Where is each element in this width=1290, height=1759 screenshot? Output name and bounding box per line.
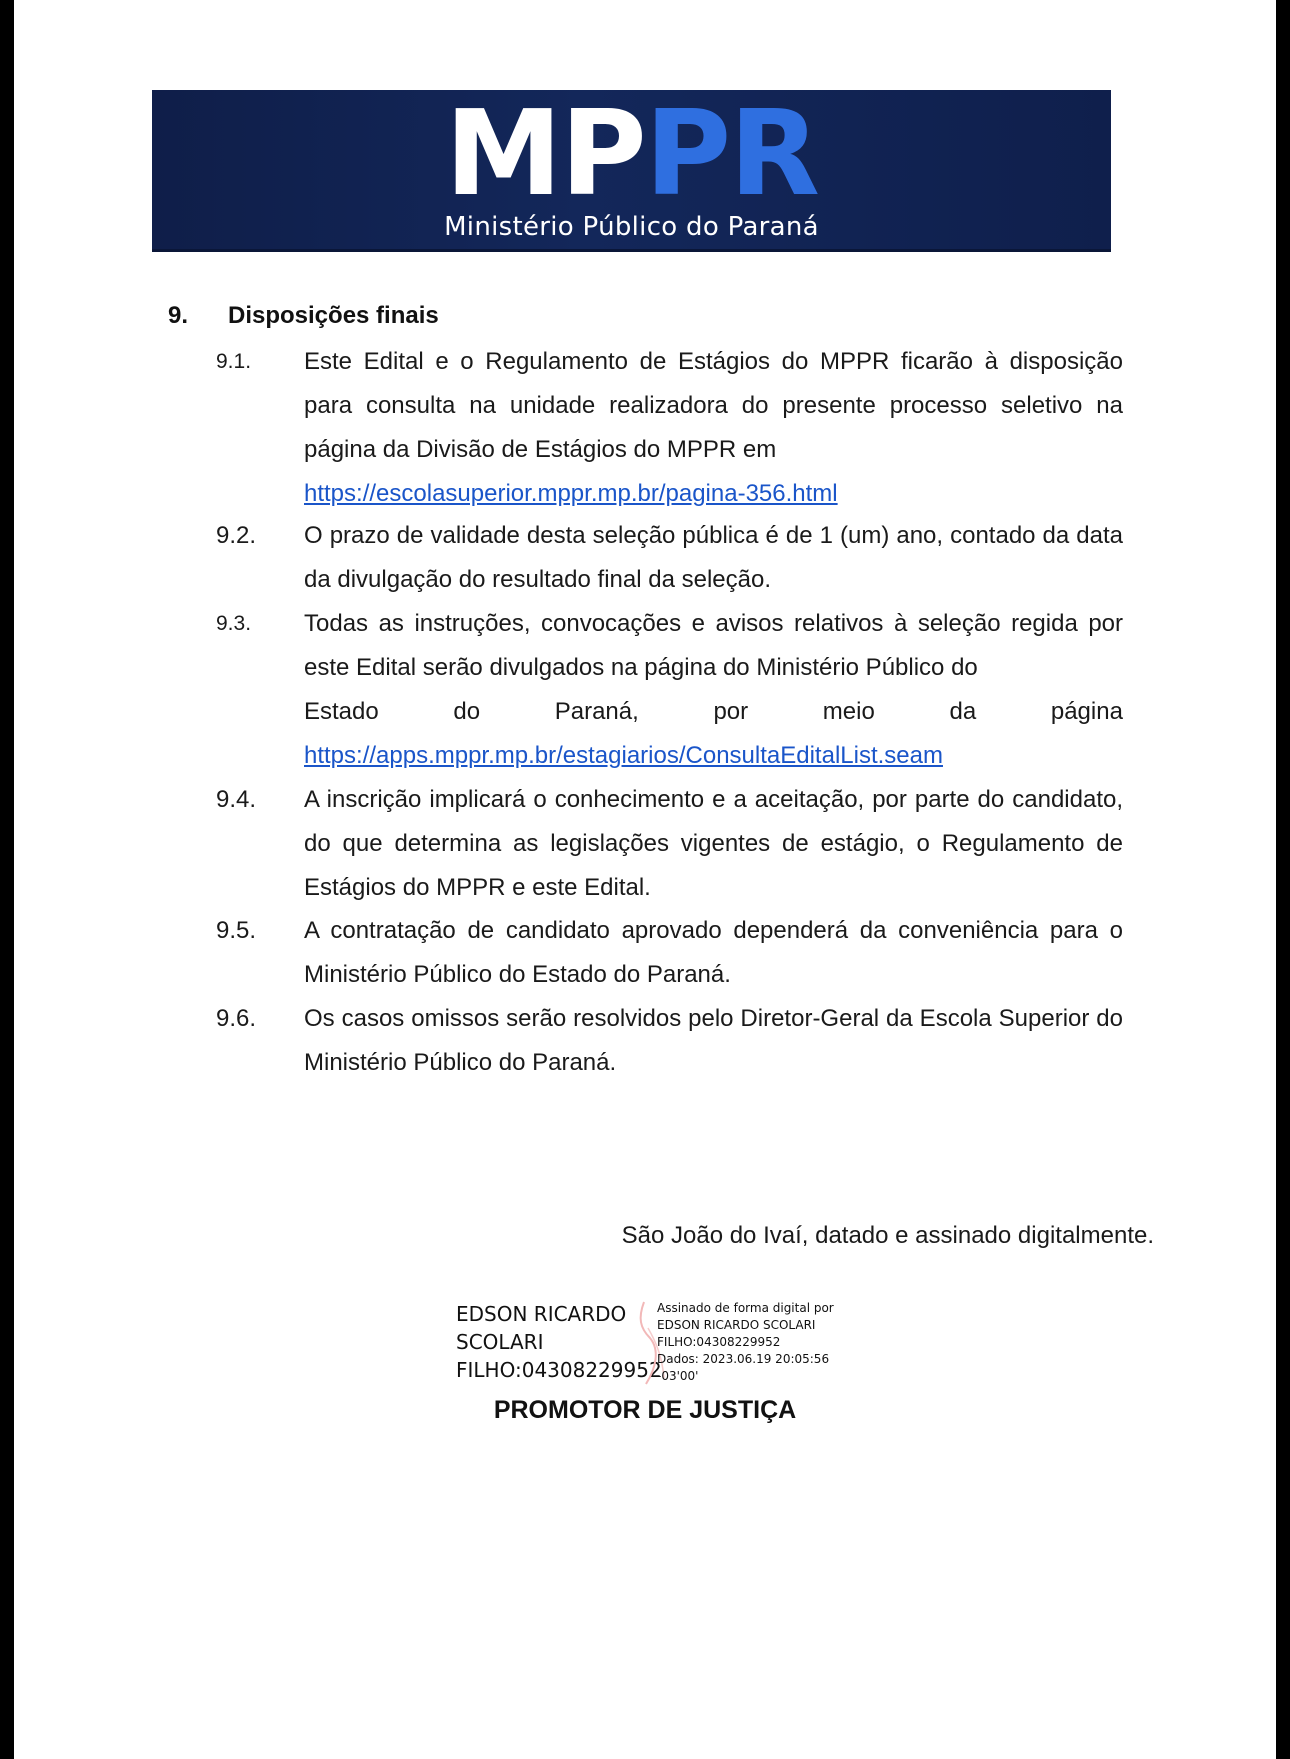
- logo-letters-pr: PR: [644, 90, 819, 222]
- clause-spread-line: [304, 690, 1123, 734]
- signer-role: PROMOTOR DE JUSTIÇA: [493, 1396, 797, 1424]
- clause-body: A inscrição implicará o conhecimento e a aceitação, por parte do candidato, do que determina as legislações vigentes de estágio, o Regulamento de Estágios do MPPR e este Edital.: [304, 786, 1123, 901]
- signer-name: [456, 1300, 662, 1384]
- clause-text: [304, 602, 1123, 778]
- clause-9-5: [216, 909, 1123, 997]
- spread-word: Paraná,: [554, 698, 639, 725]
- signature-detail-line: FILHO:04308229952: [657, 1335, 781, 1349]
- clause-body: Todas as instruções, convocações e avisos relativos à seleção regida por este Edital serão divulgados na página do Ministério Público do: [304, 610, 1123, 681]
- section-number: 9.: [168, 302, 189, 329]
- spread-word: por: [713, 698, 749, 725]
- clause-9-4: [216, 778, 1123, 910]
- link-consulta-edital[interactable]: https://apps.mppr.mp.br/estagiarios/ConsultaEditalList.seam: [304, 742, 943, 769]
- spread-word: da: [949, 698, 977, 725]
- signer-name-line: EDSON RICARDO: [456, 1302, 627, 1326]
- clause-number: 9.4.: [216, 786, 257, 813]
- section-title: Disposições finais: [228, 302, 439, 329]
- clause-9-1: [216, 340, 1123, 516]
- clause-body: A contratação de candidato aprovado dependerá da conveniência para o Ministério Público do Estado do Paraná.: [304, 917, 1123, 988]
- spread-word: do: [453, 698, 481, 725]
- signature-detail-line: -03'00': [657, 1369, 699, 1383]
- signature-detail-line: EDSON RICARDO SCOLARI: [657, 1318, 816, 1332]
- logo-subtitle: Ministério Público do Paraná: [444, 212, 819, 242]
- clause-body: O prazo de validade desta seleção pública é de 1 (um) ano, contado da data da divulgação do resultado final da seleção.: [304, 522, 1123, 593]
- signer-name-line: FILHO:04308229952: [456, 1358, 662, 1382]
- signature-detail-line: Dados: 2023.06.19 20:05:56: [657, 1352, 830, 1366]
- clause-9-2: [216, 514, 1123, 602]
- spread-word: Estado: [304, 698, 379, 725]
- clause-number: 9.6.: [216, 1005, 257, 1032]
- signature-details: [657, 1300, 834, 1385]
- clause-9-3: [216, 602, 1123, 778]
- logo-letters-mp: MP: [444, 90, 645, 222]
- spread-word: meio: [822, 698, 875, 725]
- mppr-logo-wordmark: [152, 90, 1111, 222]
- clause-body: Os casos omissos serão resolvidos pelo Diretor-Geral da Escola Superior do Ministério Público do Paraná.: [304, 1005, 1123, 1076]
- clause-number: 9.1.: [216, 350, 252, 373]
- clause-number: 9.3.: [216, 612, 252, 635]
- spread-word: página: [1050, 698, 1123, 725]
- link-escola-superior[interactable]: https://escolasuperior.mppr.mp.br/pagina-356.html: [304, 480, 838, 507]
- signature-detail-line: Assinado de forma digital por: [657, 1301, 834, 1315]
- clause-9-6: [216, 997, 1123, 1085]
- mppr-logo-banner: [152, 90, 1111, 252]
- place-and-date: São João do Ivaí, datado e assinado digitalmente.: [621, 1222, 1154, 1249]
- clause-body: Este Edital e o Regulamento de Estágios do MPPR ficarão à disposição para consulta na unidade realizadora do presente processo seletivo na página da Divisão de Estágios do MPPR em: [304, 348, 1123, 463]
- signer-name-line: SCOLARI: [456, 1330, 544, 1354]
- clause-text: [304, 340, 1123, 516]
- clause-number: 9.5.: [216, 917, 257, 944]
- clause-number: 9.2.: [216, 522, 257, 549]
